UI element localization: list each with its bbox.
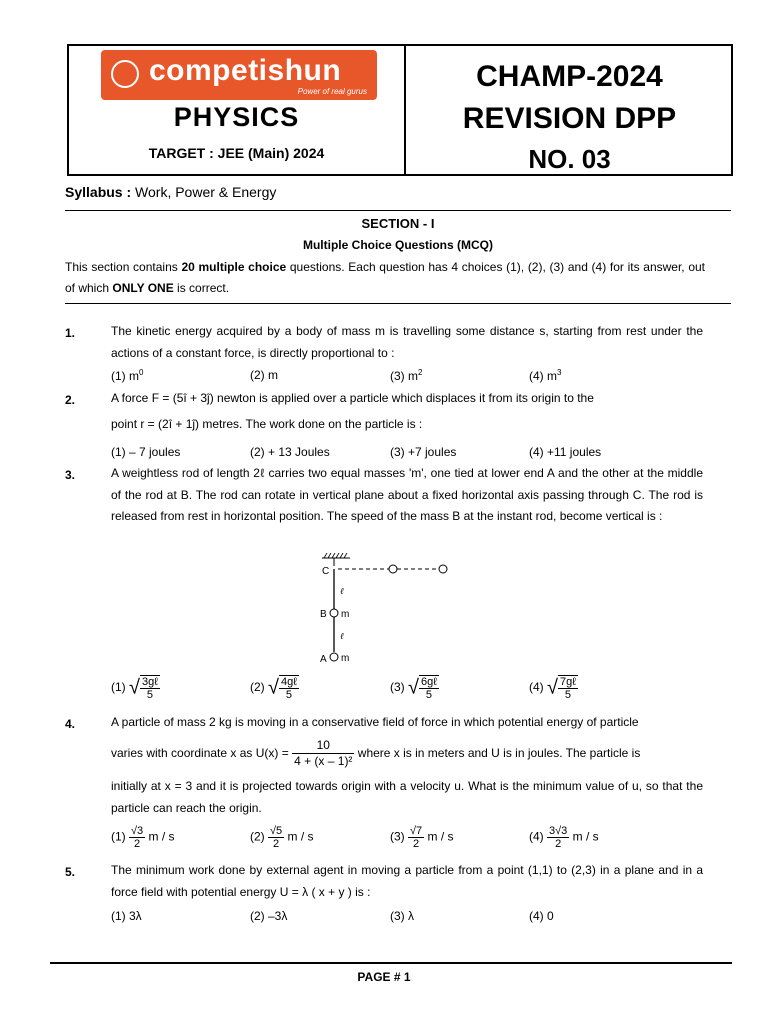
dpp-number: NO. 03 — [528, 144, 611, 174]
q3-option-2: (2) √ $\frac{\text{4gℓ}}{5}$ — [250, 676, 297, 701]
q4-option-1: (1) $\frac{√3}{2}$ m / s — [111, 825, 175, 850]
q3-option-3: (3) √ $\frac{\text{6gℓ}}{5}$ — [390, 676, 437, 701]
section-intro: This section contains 20 multiple choice questions. Each question has 4 choices (1), (2), (3) and (4) for its answer, out of which ONLY ONE is correct. — [65, 260, 706, 295]
question-text-3: A weightless rod of length 2ℓ carries two equal masses 'm', one tied at lower end A and the other at the middle of the rod at B. The rod can rotate in vertical plane about a fixed horizontal axis passing through C. The rod is released from rest in horizontal position. The speed of the mass B at the instant rod, become vertical is : — [111, 466, 703, 523]
q1-option-4: (4) $m^3$ — [529, 368, 562, 383]
q2-option-1: (1) – 7 joules — [111, 445, 181, 459]
label-l1: ℓ — [340, 586, 344, 596]
rod-figure — [310, 553, 460, 668]
question-number-1: 1. — [65, 326, 76, 340]
section-subtitle: Multiple Choice Questions (MCQ) — [302, 238, 493, 252]
brand-name: competishun — [149, 54, 342, 87]
question-text-4b: varies with coordinate x as U(x) = $\frac{10}{\text{4 + (x – 1)²}}$ where x is in meters and U is in joules. The particle is — [111, 738, 641, 769]
q1-option-3: (3) $m^2$ — [390, 368, 423, 383]
q5-option-2: (2) –3λ — [250, 909, 288, 923]
divider-top — [65, 210, 731, 211]
q5-option-3: (3) λ — [390, 909, 414, 923]
dpp-title-1: CHAMP-2024 — [476, 60, 663, 93]
cyclist-icon — [111, 60, 139, 88]
question-number-2: 2. — [65, 393, 76, 407]
label-a: A — [320, 654, 327, 665]
dpp-title-2: REVISION DPP — [462, 102, 677, 135]
q3-option-1: (1) √ $\frac{\text{3gℓ}}{5}$ — [111, 676, 158, 701]
question-text-5: The minimum work done by external agent in moving a particle from a point (1,1) to (2,3) in a plane and in a force field with potential energy U = λ ( x + y ) is : — [111, 863, 703, 899]
brand-logo — [101, 50, 377, 100]
brand-tagline: Power of real gurus — [297, 87, 367, 96]
question-text-4c: initially at x = 3 and it is projected towards origin with a velocity u. What is the minimum value of u, so that the particle can reach the origin. — [111, 779, 703, 815]
syllabus — [65, 184, 276, 200]
label-b: B — [320, 609, 327, 620]
label-l2: ℓ — [340, 631, 344, 641]
question-number-4: 4. — [65, 717, 76, 731]
divider-intro — [65, 303, 731, 304]
q2-option-3: (3) +7 joules — [390, 445, 457, 459]
question-text-1: The kinetic energy acquired by a body of mass m is travelling some distance s, starting from rest under the actions of a constant force, is directly proportional to : — [111, 324, 703, 360]
q4-option-3: (3) $\frac{√7}{2}$ m / s — [390, 825, 454, 850]
section-title: SECTION - I — [361, 216, 435, 231]
question-text-2a: A force F = (5î + 3ĵ) newton is applied over a particle which displaces it from its origin to the — [111, 391, 594, 405]
subject-title: PHYSICS — [173, 102, 300, 132]
q5-option-1: (1) 3λ — [111, 909, 142, 923]
label-mass-a: m — [341, 653, 350, 664]
question-number-3: 3. — [65, 468, 76, 482]
q2-option-4: (4) +11 joules — [529, 445, 602, 459]
target-exam: TARGET : JEE (Main) 2024 — [148, 145, 325, 161]
q1-option-2: (2) m — [250, 368, 278, 382]
question-number-5: 5. — [65, 865, 76, 879]
label-c: C — [322, 566, 330, 577]
q4-option-4: (4) $\frac{3√3}{2}$ m / s — [529, 825, 599, 850]
question-text-2b: point r = (2î + 1ĵ) metres. The work done on the particle is : — [111, 417, 423, 431]
q1-option-1: (1) $m^0$ — [111, 368, 144, 383]
q4-option-2: (2) $\frac{√5}{2}$ m / s — [250, 825, 314, 850]
footer-divider — [50, 962, 732, 964]
q2-option-2: (2) + 13 Joules — [250, 445, 330, 459]
page-number: PAGE # 1 — [357, 970, 411, 984]
header-box — [67, 44, 733, 176]
label-mass-b: m — [341, 609, 350, 620]
q5-option-4: (4) 0 — [529, 909, 554, 923]
q3-option-4: (4) √ $\frac{\text{7gℓ}}{5}$ — [529, 676, 576, 701]
syllabus-value: Work, Power & Energy — [135, 184, 277, 200]
question-text-4a: A particle of mass 2 kg is moving in a conservative field of force in which potential energy of particle — [111, 715, 639, 729]
syllabus-label: Syllabus : — [65, 184, 132, 200]
